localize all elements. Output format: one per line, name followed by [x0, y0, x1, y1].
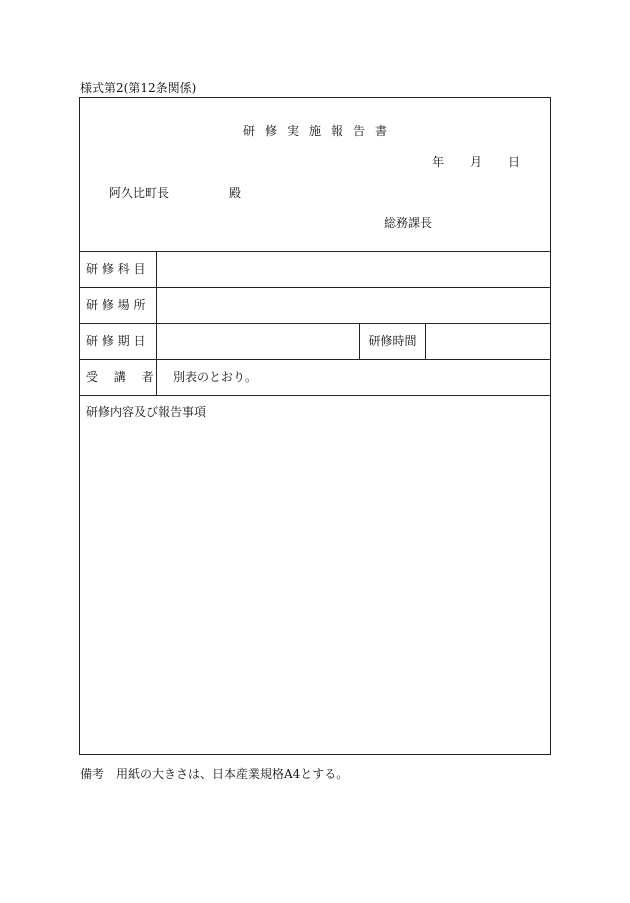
subject-label: 研 修 科 目	[80, 252, 157, 287]
place-label: 研 修 場 所	[80, 288, 157, 323]
addressee-name: 阿久比町長	[109, 186, 170, 200]
form-title: 研修実施報告書	[242, 124, 397, 138]
date-month: 月	[469, 155, 482, 169]
remark: 備考 用紙の大きさは、日本産業規格A4とする。	[80, 767, 349, 781]
addressee	[109, 184, 241, 201]
addressee-honorific: 殿	[229, 186, 242, 200]
form-id: 様式第2(第12条関係)	[80, 81, 197, 95]
row-participants	[80, 360, 550, 396]
time-label: 研修時間	[359, 324, 426, 359]
date-label: 研 修 期 日	[80, 324, 157, 359]
row-subject	[80, 252, 550, 288]
participants-value: 別表のとおり。	[173, 370, 258, 384]
date-year: 年	[431, 155, 444, 169]
sender: 総務課長	[384, 216, 433, 230]
row-place	[80, 288, 550, 324]
report-form	[79, 97, 551, 755]
form-header	[80, 98, 550, 252]
content-area[interactable]	[80, 396, 550, 754]
participants-label: 受 講 者	[80, 360, 157, 395]
date-field[interactable]	[157, 324, 357, 359]
subject-field[interactable]	[157, 252, 550, 287]
row-date	[80, 324, 550, 360]
date-line	[432, 153, 520, 170]
content-label: 研修内容及び報告事項	[86, 405, 207, 419]
date-day: 日	[507, 155, 520, 169]
time-field[interactable]	[426, 324, 550, 359]
place-field[interactable]	[157, 288, 550, 323]
